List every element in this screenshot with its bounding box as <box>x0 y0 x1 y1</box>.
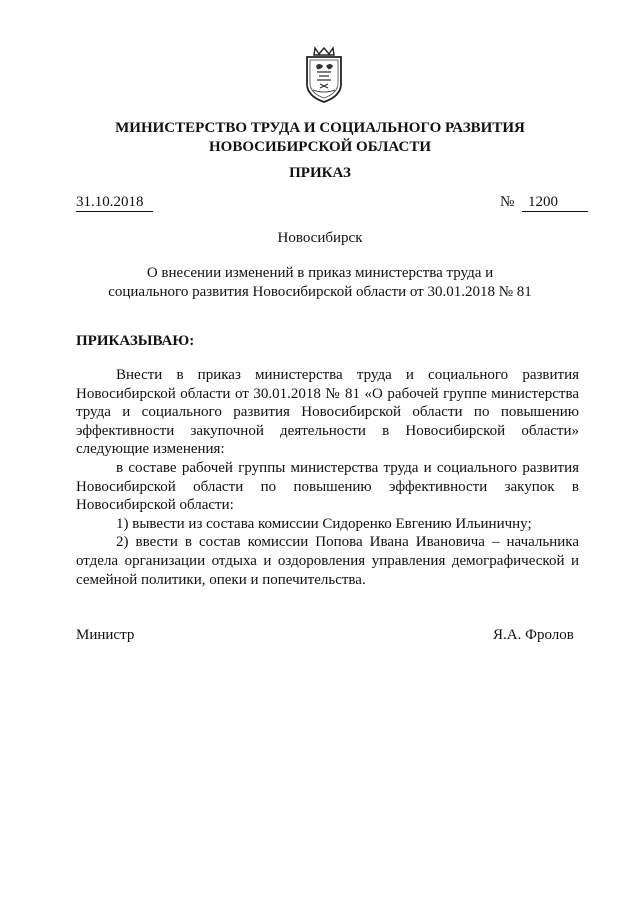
document-type: ПРИКАЗ <box>289 165 351 181</box>
subject-line-2: социального развития Новосибирской области от 30.01.2018 № 81 <box>108 284 532 300</box>
order-heading: ПРИКАЗЫВАЮ: <box>76 333 195 349</box>
document-date: 31.10.2018 <box>76 193 153 212</box>
signatory-title: Министр <box>76 627 135 643</box>
body-paragraph: 1) вывести из состава комиссии Сидоренко Евгению Ильиничну; <box>116 515 532 532</box>
org-name-line-2: НОВОСИБИРСКОЙ ОБЛАСТИ <box>208 139 432 155</box>
number-label: № <box>500 194 515 210</box>
city: Новосибирск <box>277 230 363 246</box>
coat-of-arms-icon <box>301 44 347 104</box>
document-number: 1200 <box>522 193 588 212</box>
body-paragraph: Внести в приказ министерства труда и социального развития Новосибирской области от 30.01.2018 № 81 «О рабочей группе министерства труда и социального развития Новосибирской области по повышению эффективности закупочной деятельности в Новосибирской области» следующие изменения: <box>76 367 579 458</box>
body-paragraph: 2) ввести в состав комиссии Попова Ивана Ивановича – начальника отдела организации отдыха и оздоровления управления демографической и семейной политики, опеки и попечительства. <box>76 534 579 588</box>
body-paragraph: в составе рабочей группы министерства труда и социального развития Новосибирской области по повышению эффективности закупок в Новосибирской области: <box>76 459 579 514</box>
subject-line-1: О внесении изменений в приказ министерства труда и <box>146 265 494 281</box>
document-body <box>76 366 579 589</box>
org-name-line-1: МИНИСТЕРСТВО ТРУДА И СОЦИАЛЬНОГО РАЗВИТИЯ <box>115 120 525 136</box>
signatory-name: Я.А. Фролов <box>493 627 574 643</box>
